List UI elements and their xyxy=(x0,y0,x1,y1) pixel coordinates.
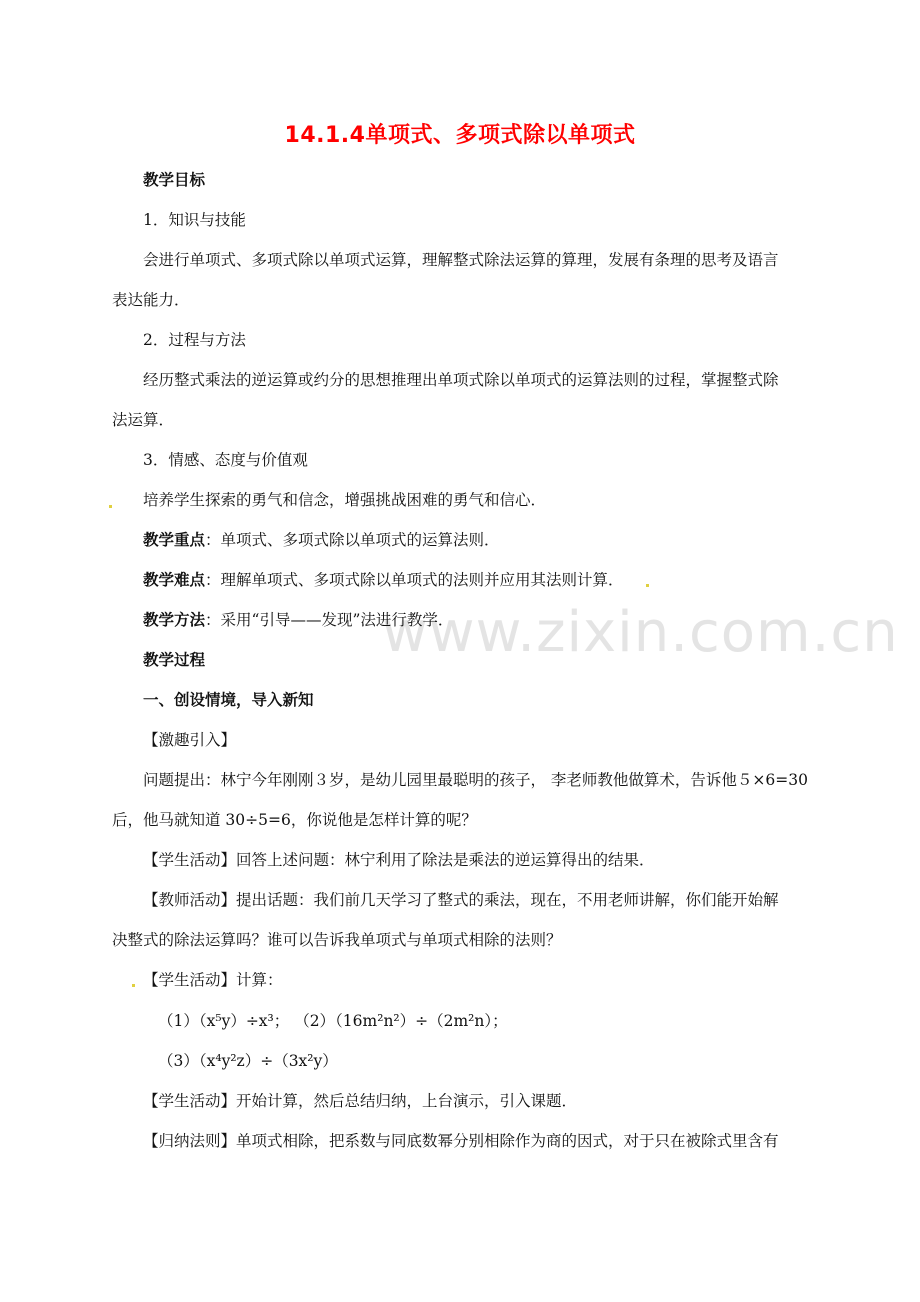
teacher-text-line2: 决整式的除法运算吗？谁可以告诉我单项式与单项式相除的法则？ xyxy=(112,931,562,949)
key-points-text: ：单项式、多项式除以单项式的运算法则． xyxy=(205,531,500,549)
exercise-line2: （3）（x⁴y²z）÷（3x²y） xyxy=(158,1052,338,1070)
student-tag: 【学生活动】 xyxy=(143,851,237,869)
goal1-text-line2: 表达能力． xyxy=(112,291,190,309)
teacher-text: 提出话题：我们前几天学习了整式的乘法，现在，不用老师讲解，你们能开始解 xyxy=(236,891,779,909)
goal3-title: 3．情感、态度与价值观 xyxy=(143,451,308,469)
goals-heading: 教学目标 xyxy=(143,171,206,189)
key-points xyxy=(143,530,500,550)
teaching-method xyxy=(143,610,453,630)
student-text: 计算： xyxy=(236,971,283,989)
goal2-text-line1: 经历整式乘法的逆运算或约分的思想推理出单项式除以单项式的运算法则的过程，掌握整式除 xyxy=(143,371,779,389)
goal3-text: 培养学生探索的勇气和信念，增强挑战困难的勇气和信心． xyxy=(143,491,547,509)
question-line1: 问题提出：林宁今年刚刚３岁，是幼儿园里最聪明的孩子， 李老师教他做算术，告诉他５×6=30 xyxy=(143,771,808,789)
teacher-activity xyxy=(143,890,779,910)
difficulty-label: 教学难点 xyxy=(143,571,206,589)
marker-dot xyxy=(132,984,135,987)
rule-text: 单项式相除，把系数与同底数幂分别相除作为商的因式，对于只在被除式里含有 xyxy=(236,1132,779,1150)
marker-dot xyxy=(109,505,112,508)
method-text: ：采用“引导——发现”法进行教学． xyxy=(205,611,454,629)
key-points-label: 教学重点 xyxy=(143,531,206,549)
student-activity-2 xyxy=(143,970,283,990)
goal2-title: 2．过程与方法 xyxy=(143,331,246,349)
process-heading: 教学过程 xyxy=(143,651,206,669)
goal1-text-line1: 会进行单项式、多项式除以单项式运算，理解整式除法运算的算理，发展有条理的思考及语言 xyxy=(143,251,779,269)
goal1-title: 1．知识与技能 xyxy=(143,211,246,229)
rule-summary xyxy=(143,1131,779,1151)
student-tag: 【学生活动】 xyxy=(143,971,237,989)
page-title: 14.1.4单项式、多项式除以单项式 xyxy=(284,123,636,148)
intro-tag: 【激趣引入】 xyxy=(143,731,237,749)
student-activity-1 xyxy=(143,850,655,870)
student-text: 开始计算，然后总结归纳，上台演示，引入课题． xyxy=(236,1092,578,1110)
student-tag: 【学生活动】 xyxy=(143,1092,237,1110)
method-label: 教学方法 xyxy=(143,611,206,629)
difficulty-text: ：理解单项式、多项式除以单项式的法则并应用其法则计算． xyxy=(205,571,624,589)
marker-dot xyxy=(646,584,649,587)
watermark: www.zixin.com.cn xyxy=(382,600,899,665)
difficulty-points xyxy=(143,570,624,590)
section1-heading: 一、创设情境，导入新知 xyxy=(143,691,314,709)
teacher-tag: 【教师活动】 xyxy=(143,891,237,909)
goal2-text-line2: 法运算． xyxy=(112,411,175,429)
exercise-line1: （1）（x⁵y）÷x³； （2）（16m²n²）÷（2m²n）； xyxy=(158,1012,508,1030)
student-text: 回答上述问题：林宁利用了除法是乘法的逆运算得出的结果． xyxy=(236,851,655,869)
student-activity-3 xyxy=(143,1091,577,1111)
question-line2: 后，他马就知道 30÷5=6，你说他是怎样计算的呢？ xyxy=(112,811,477,829)
rule-tag: 【归纳法则】 xyxy=(143,1132,237,1150)
